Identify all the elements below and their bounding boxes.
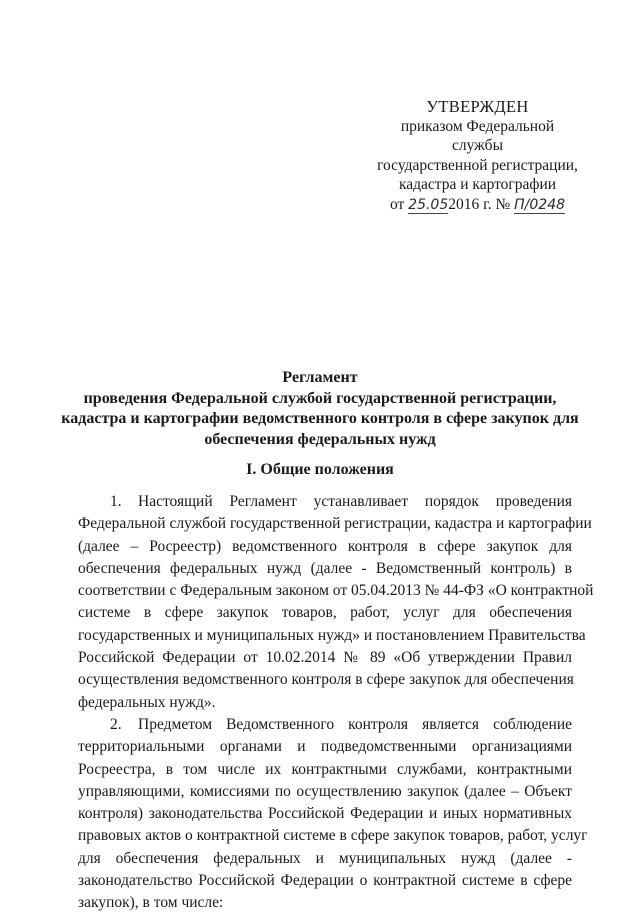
paragraph-line: законодательство Российской Федерации о контрактной системе в сфере bbox=[78, 872, 572, 890]
paragraph-line: Росреестра, в том числе их контрактными службами, контрактными bbox=[78, 760, 572, 778]
paragraph-line: 2. Предметом Ведомственного контроля является соблюдение bbox=[78, 714, 572, 736]
paragraph-line: 1. Настоящий Регламент устанавливает порядок проведения bbox=[78, 491, 572, 513]
paragraph-line: системе в сфере закупок товаров, работ, услуг для обеспечения bbox=[78, 604, 572, 622]
paragraph-number: 1. bbox=[110, 493, 122, 510]
paragraph-line: контроля) законодательства Российской Федерации и иных нормативных bbox=[78, 805, 572, 823]
title-line: кадастра и картографии ведомственного контроля в сфере закупок для bbox=[61, 410, 579, 427]
handwritten-order-number: П/0248 bbox=[514, 196, 566, 213]
handwritten-date: 25.05 bbox=[408, 196, 449, 213]
paragraph-line: обеспечения федеральных нужд (далее - Ведомственный контроль) в bbox=[78, 559, 572, 577]
paragraph-line: управляющими, комиссиями по осуществлению закупок (далее – Объект bbox=[78, 782, 572, 800]
approval-line: приказом Федеральной bbox=[400, 117, 555, 135]
approval-date-line bbox=[370, 195, 585, 215]
paragraph-line: соответствии с Федеральным законом от 05.04.2013 № 44-ФЗ «О контрактной bbox=[78, 582, 594, 600]
paragraph-line: для обеспечения федеральных и муниципальных нужд (далее - bbox=[78, 849, 572, 867]
paragraph-number: 2. bbox=[110, 715, 122, 733]
approval-line: службы bbox=[452, 137, 503, 155]
paragraph-line: государственных и муниципальных нужд» и постановлением Правительства bbox=[78, 626, 586, 644]
title-line: Регламент bbox=[282, 369, 358, 386]
title-line: проведения Федеральной службой государственной регистрации, bbox=[83, 389, 557, 407]
document-body bbox=[78, 491, 594, 915]
paragraph-line: Российской Федерации от 10.02.2014 № 89 «Об утверждении Правил bbox=[78, 649, 572, 667]
paragraph-line: осуществления ведомственного контроля в сфере закупок для обеспечения bbox=[78, 671, 574, 689]
section-heading: I. Общие положения bbox=[246, 461, 394, 478]
date-prefix: от bbox=[389, 195, 405, 213]
approval-heading: УТВЕРЖДЕН bbox=[426, 97, 529, 116]
approval-block bbox=[370, 97, 585, 215]
title-line: обеспечения федеральных нужд bbox=[204, 430, 436, 448]
paragraph-line: федеральных нужд». bbox=[78, 693, 216, 711]
paragraph-line: территориальными органами и подведомственными организациями bbox=[78, 738, 572, 756]
document-title bbox=[60, 368, 580, 450]
date-year: 2016 г. № bbox=[448, 195, 511, 213]
paragraph-line: (далее – Росреестр) ведомственного контроля в сфере закупок для bbox=[78, 537, 572, 555]
paragraph-line: правовых актов о контрактной системе в сфере закупок товаров, работ, услуг bbox=[78, 827, 588, 845]
approval-line: государственной регистрации, bbox=[377, 156, 578, 174]
paragraph-line: закупок), в том числе: bbox=[78, 894, 224, 912]
approval-line: кадастра и картографии bbox=[398, 176, 557, 194]
paragraph-line: Федеральной службой государственной регистрации, кадастра и картографии bbox=[78, 515, 592, 533]
